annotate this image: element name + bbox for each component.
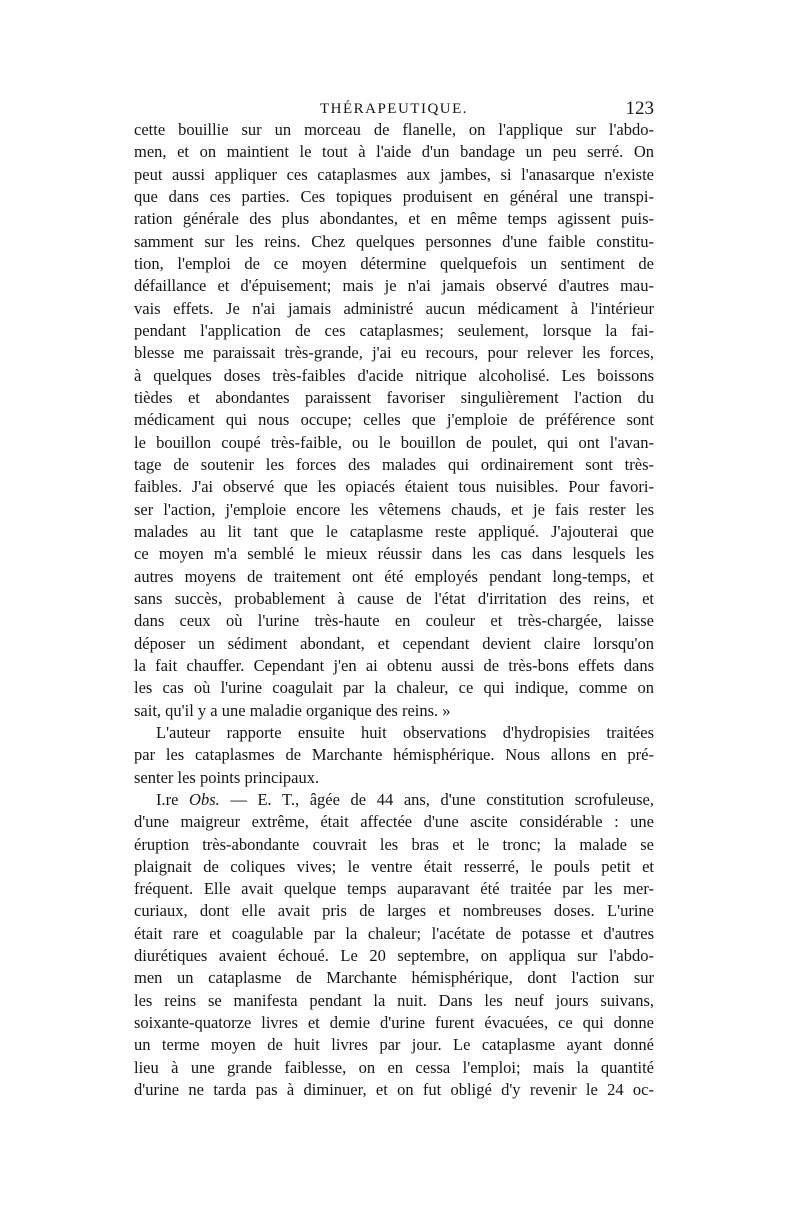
text-line — [134, 610, 654, 632]
text-line — [134, 900, 654, 922]
text-line — [134, 454, 654, 476]
text-line — [134, 387, 654, 409]
line-text: défaillance et d'épuisement; mais je n'ai jamais observé d'autres mau- — [134, 276, 654, 296]
line-text: diurétiques avaient échoué. Le 20 septembre, on appliqua sur l'abdo- — [134, 946, 654, 966]
text-line — [134, 298, 654, 320]
text-line — [134, 945, 654, 967]
line-text: le bouillon coupé très-faible, ou le bouillon de poulet, qui ont l'avan- — [134, 432, 654, 452]
body-text — [134, 119, 654, 1101]
line-text: curiaux, dont elle avait pris de larges et nombreuses doses. L'urine — [134, 901, 654, 921]
running-title: THÉRAPEUTIQUE. — [319, 101, 469, 117]
line-text: la fait chauffer. Cependant j'en ai obtenu aussi de très-bons effets dans — [134, 655, 654, 675]
text-line — [134, 1012, 654, 1034]
text-line — [134, 432, 654, 454]
line-text: médicament qui nous occupe; celles que j'emploie de préférence sont — [134, 410, 654, 430]
text-line — [134, 834, 654, 856]
text-line — [134, 655, 654, 677]
text-line — [134, 476, 654, 498]
line-text: tièdes et abondantes paraissent favoriser singulièrement l'action du — [134, 387, 654, 407]
line-text: tion, l'emploi de ce moyen détermine quelquefois un sentiment de — [134, 253, 654, 273]
text-line — [134, 967, 654, 989]
text-line — [134, 342, 654, 364]
line-text: que dans ces parties. Ces topiques produisent en général une transpi- — [134, 186, 654, 206]
line-text: les cas où l'urine coagulait par la chaleur, ce qui indique, comme on — [134, 678, 654, 698]
observation-number: I.re — [156, 789, 190, 809]
text-line — [134, 722, 654, 744]
text-line — [134, 767, 654, 789]
line-text: ce moyen m'a semblé le mieux réussir dans les cas dans lesquels les — [134, 544, 654, 564]
line-text: peut aussi appliquer ces cataplasmes aux jambes, si l'anasarque n'existe — [134, 164, 654, 184]
text-line — [134, 1034, 654, 1056]
text-line — [134, 744, 654, 766]
line-text: L'auteur rapporte ensuite huit observations d'hydropisies traitées — [156, 722, 654, 742]
text-line — [134, 409, 654, 431]
text-line — [134, 856, 654, 878]
line-text: les reins se manifesta pendant la nuit. Dans les neuf jours suivans, — [134, 990, 654, 1010]
line-text: sans succès, probablement à cause de l'état d'irritation des reins, et — [134, 588, 654, 608]
text-line — [134, 186, 654, 208]
page-number: 123 — [625, 98, 654, 119]
text-line — [134, 141, 654, 163]
text-line — [134, 275, 654, 297]
text-line — [134, 588, 654, 610]
text-line — [134, 208, 654, 230]
text-line — [134, 1079, 654, 1101]
observation-label: Obs. — [189, 789, 220, 809]
text-line — [134, 499, 654, 521]
text-line — [134, 119, 654, 141]
text-line — [134, 164, 654, 186]
text-line — [134, 700, 654, 722]
line-text: éruption très-abondante couvrait les bras et le tronc; la malade se — [134, 834, 654, 854]
line-text: à quelques doses très-faibles d'acide nitrique alcoholisé. Les boissons — [134, 365, 654, 385]
line-text: vais effets. Je n'ai jamais administré aucun médicament à l'intérieur — [134, 298, 654, 318]
line-text: autres moyens de traitement ont été employés pendant long-temps, et — [134, 566, 654, 586]
line-text: — E. T., âgée de 44 ans, d'une constitution scrofuleuse, — [219, 789, 654, 809]
line-text: plaignait de coliques vives; le ventre était resserré, le pouls petit et — [134, 856, 654, 876]
text-line — [134, 253, 654, 275]
line-text: pendant l'application de ces cataplasmes; seulement, lorsque la fai- — [134, 320, 654, 340]
line-text: samment sur les reins. Chez quelques personnes d'une faible constitu- — [134, 231, 654, 251]
line-text: ration générale des plus abondantes, et en même temps agissent puis- — [134, 209, 654, 229]
text-line — [134, 677, 654, 699]
text-line — [134, 990, 654, 1012]
text-line — [134, 789, 654, 811]
line-text: faibles. J'ai observé que les opiacés étaient tous nuisibles. Pour favori- — [134, 477, 654, 497]
line-text: fréquent. Elle avait quelque temps auparavant été traitée par les mer- — [134, 879, 654, 899]
line-text: men un cataplasme de Marchante hémisphérique, dont l'action sur — [134, 968, 654, 988]
text-line — [134, 320, 654, 342]
text-line — [134, 365, 654, 387]
line-text: par les cataplasmes de Marchante hémisphérique. Nous allons en pré- — [134, 745, 654, 765]
line-text: men, et on maintient le tout à l'aide d'un bandage un peu serré. On — [134, 142, 654, 162]
line-text: soixante-quatorze livres et demie d'urine furent évacuées, ce qui donne — [134, 1013, 654, 1033]
text-line — [134, 521, 654, 543]
text-line — [134, 878, 654, 900]
line-text: lieu à une grande faiblesse, on en cessa l'emploi; mais la quantité — [134, 1057, 654, 1077]
text-line — [134, 231, 654, 253]
line-text: cette bouillie sur un morceau de flanelle, on l'applique sur l'abdo- — [134, 120, 654, 139]
text-line — [134, 566, 654, 588]
line-text: blesse me paraissait très-grande, j'ai eu recours, pour relever les forces, — [134, 343, 654, 363]
line-text: ser l'action, j'emploie encore les vêtemens chauds, et je fais rester les — [134, 499, 654, 519]
line-text: un terme moyen de huit livres par jour. Le cataplasme ayant donné — [134, 1035, 654, 1055]
line-text: d'urine ne tarda pas à diminuer, et on fut obligé d'y revenir le 24 oc- — [134, 1080, 654, 1100]
line-text: tage de soutenir les forces des malades qui ordinairement sont très- — [134, 454, 654, 474]
line-text: déposer un sédiment abondant, et cependant devient claire lorsqu'on — [134, 633, 654, 653]
text-line — [134, 923, 654, 945]
line-text: malades au lit tant que le cataplasme reste appliqué. J'ajouterai que — [134, 521, 654, 541]
line-text: senter les points principaux. — [134, 767, 320, 787]
line-text: sait, qu'il y a une maladie organique des reins. » — [134, 700, 451, 720]
line-text: d'une maigreur extrême, était affectée d'une ascite considérable : une — [134, 812, 654, 832]
running-head — [134, 97, 654, 121]
text-line — [134, 633, 654, 655]
text-line — [134, 1057, 654, 1079]
line-text: dans ceux où l'urine très-haute en couleur et très-chargée, laisse — [134, 611, 654, 631]
text-line — [134, 811, 654, 833]
line-text: était rare et coagulable par la chaleur; l'acétate de potasse et d'autres — [134, 923, 654, 943]
text-line — [134, 543, 654, 565]
